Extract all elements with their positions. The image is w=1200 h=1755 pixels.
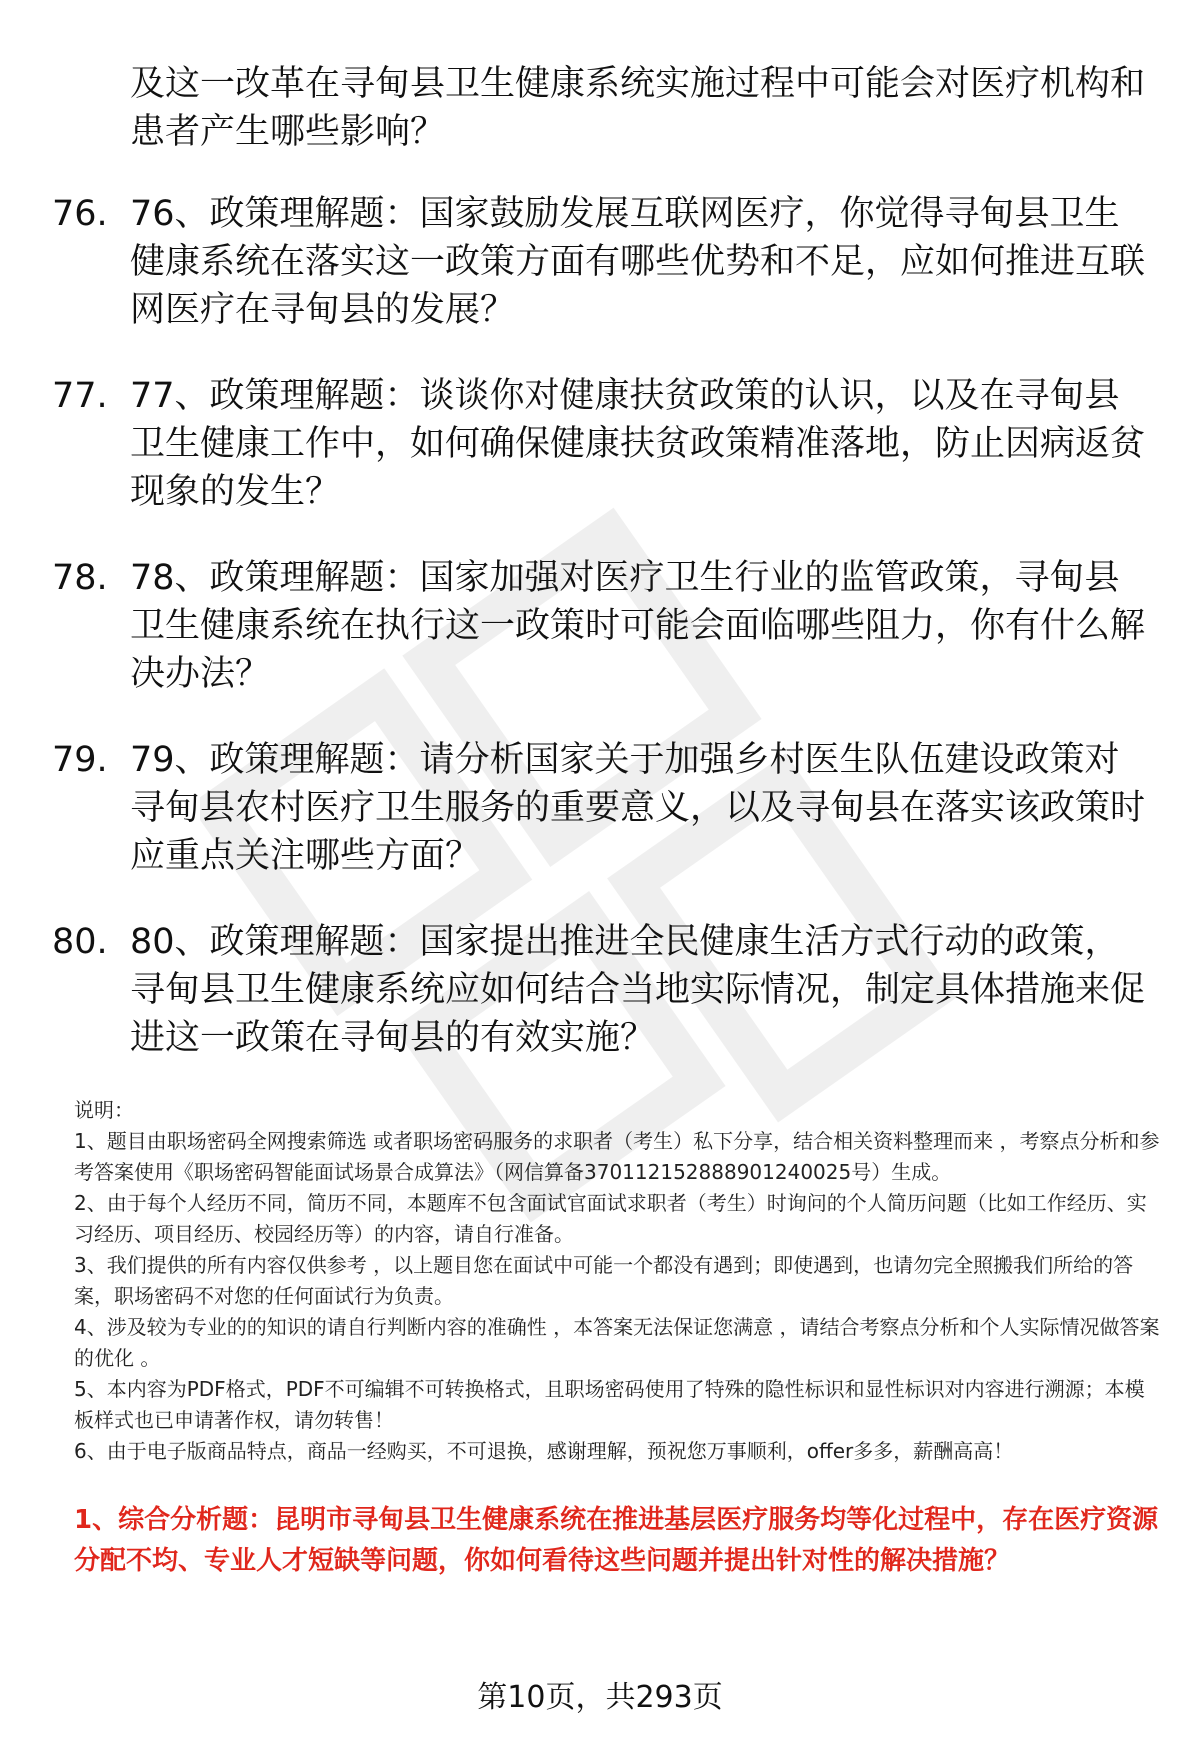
question-number: 80. — [52, 922, 108, 962]
question-text: 77、政策理解题：谈谈你对健康扶贫政策的认识，以及在寻甸县卫生健康工作中，如何确保健康扶贫政策精准落地，防止因病返贫现象的发生？ — [130, 376, 1146, 512]
note-item: 4、涉及较为专业的的知识的请自行判断内容的准确性 ，本答案无法保证您满意 ，请结合考察点分析和个人实际情况做答案的优化 。 — [74, 1315, 1160, 1370]
note-item: 2、由于每个人经历不同，简历不同，本题库不包含面试官面试求职者（考生）时询问的个人简历问题（比如工作经历、实习经历、项目经历、校园经历等）的内容，请自行准备。 — [74, 1191, 1147, 1246]
question-text: 76、政策理解题：国家鼓励发展互联网医疗，你觉得寻甸县卫生健康系统在落实这一政策方面有哪些优势和不足，应如何推进互联网医疗在寻甸县的发展？ — [130, 194, 1146, 330]
question-item — [0, 190, 1200, 334]
notes-heading: 说明： — [74, 1098, 134, 1122]
featured-question: 1、综合分析题：昆明市寻甸县卫生健康系统在推进基层医疗服务均等化过程中，存在医疗资源分配不均、专业人才短缺等问题，你如何看待这些问题并提出针对性的解决措施？ — [74, 1505, 1159, 1576]
question-list — [0, 190, 1200, 1100]
note-item: 5、本内容为PDF格式，PDF不可编辑不可转换格式，且职场密码使用了特殊的隐性标识和显性标识对内容进行溯源；本模板样式也已申请著作权，请勿转售！ — [74, 1377, 1145, 1432]
question-number: 79. — [52, 740, 108, 780]
question-text: 80、政策理解题：国家提出推进全民健康生活方式行动的政策，寻甸县卫生健康系统应如何结合当地实际情况，制定具体措施来促进这一政策在寻甸县的有效实施？ — [130, 922, 1146, 1058]
question-number: 78. — [52, 558, 108, 598]
note-item: 3、我们提供的所有内容仅供参考 ，以上题目您在面试中可能一个都没有遇到；即使遇到，也请勿完全照搬我们所给的答案，职场密码不对您的任何面试行为负责。 — [74, 1253, 1134, 1308]
question-item — [0, 554, 1200, 698]
question-item — [0, 918, 1200, 1062]
notes-section — [74, 1095, 1164, 1467]
note-item: 1、题目由职场密码全网搜索筛选 或者职场密码服务的求职者（考生）私下分享，结合相关资料整理而来 ，考察点分析和参考答案使用《职场密码智能面试场景合成算法》（网信算备370112152888901240025号）生成。 — [74, 1129, 1160, 1184]
question-item — [0, 372, 1200, 516]
question-number: 76. — [52, 194, 108, 234]
question-number: 77. — [52, 376, 108, 416]
question-text: 79、政策理解题：请分析国家关于加强乡村医生队伍建设政策对寻甸县农村医疗卫生服务的重要意义，以及寻甸县在落实该政策时应重点关注哪些方面？ — [130, 740, 1146, 876]
question-text: 78、政策理解题：国家加强对医疗卫生行业的监管政策，寻甸县卫生健康系统在执行这一政策时可能会面临哪些阻力，你有什么解决办法？ — [130, 558, 1146, 694]
note-item: 6、由于电子版商品特点，商品一经购买，不可退换，感谢理解，预祝您万事顺利，offer多多，薪酬高高！ — [74, 1439, 1014, 1463]
question-item — [0, 736, 1200, 880]
page-number-label: 第10页，共293页 — [477, 1680, 723, 1715]
page-footer — [0, 1678, 1200, 1718]
continuation-text: 及这一改革在寻甸县卫生健康系统实施过程中可能会对医疗机构和患者产生哪些影响？ — [130, 64, 1146, 152]
